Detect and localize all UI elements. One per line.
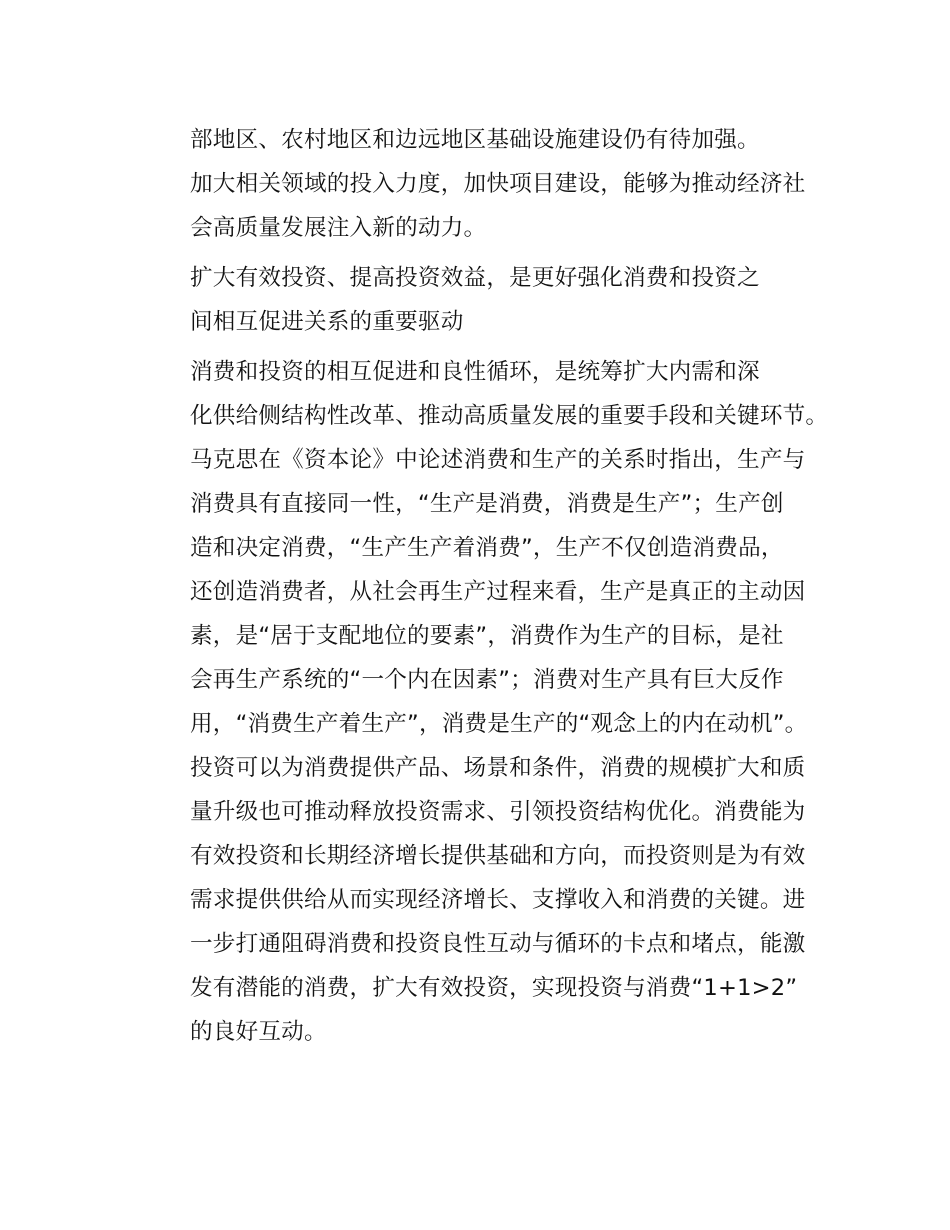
text-line: 发有潜能的消费，扩大有效投资，实现投资与消费“1+1>2”	[190, 975, 798, 1001]
text-line: 消费和投资的相互促进和良性循环，是统筹扩大内需和深	[190, 359, 760, 385]
text-line: 化供给侧结构性改革、推动高质量发展的重要手段和关键环节。	[190, 403, 829, 429]
document-body	[142, 118, 829, 1060]
text-line: 还创造消费者，从社会再生产过程来看，生产是真正的主动因	[190, 579, 806, 605]
paragraph-consumption-investment	[142, 350, 829, 1054]
text-line: 的良好互动。	[190, 1019, 327, 1045]
text-line: 一步打通阻碍消费和投资良性互动与循环的卡点和堵点，能激	[190, 931, 806, 957]
text-line: 部地区、农村地区和边远地区基础设施建设仍有待加强。	[190, 127, 760, 153]
text-line: 造和决定消费，“生产生产着消费”，生产不仅创造消费品，	[190, 535, 784, 561]
text-line: 扩大有效投资、提高投资效益，是更好强化消费和投资之	[190, 265, 760, 291]
text-line: 会再生产系统的“一个内在因素”；消费对生产具有巨大反作	[190, 667, 784, 693]
text-line: 消费具有直接同一性，“生产是消费，消费是生产”；生产创	[190, 491, 784, 517]
section-heading	[142, 256, 820, 344]
text-line: 投资可以为消费提供产品、场景和条件，消费的规模扩大和质	[190, 755, 806, 781]
text-line: 用，“消费生产着生产”，消费是生产的“观念上的内在动机”。	[190, 711, 808, 737]
text-line: 量升级也可推动释放投资需求、引领投资结构优化。消费能为	[190, 799, 806, 825]
text-line: 有效投资和长期经济增长提供基础和方向，而投资则是为有效	[190, 843, 806, 869]
paragraph-infrastructure	[142, 118, 820, 250]
text-line: 需求提供供给从而实现经济增长、支撑收入和消费的关键。进	[190, 887, 806, 913]
text-line: 素，是“居于支配地位的要素”，消费作为生产的目标，是社	[190, 623, 784, 649]
text-line: 会高质量发展注入新的动力。	[190, 215, 487, 241]
text-line: 加大相关领域的投入力度，加快项目建设，能够为推动经济社	[190, 171, 806, 197]
text-line: 间相互促进关系的重要驱动	[190, 309, 464, 335]
text-line: 马克思在《资本论》中论述消费和生产的关系时指出，生产与	[190, 447, 806, 473]
